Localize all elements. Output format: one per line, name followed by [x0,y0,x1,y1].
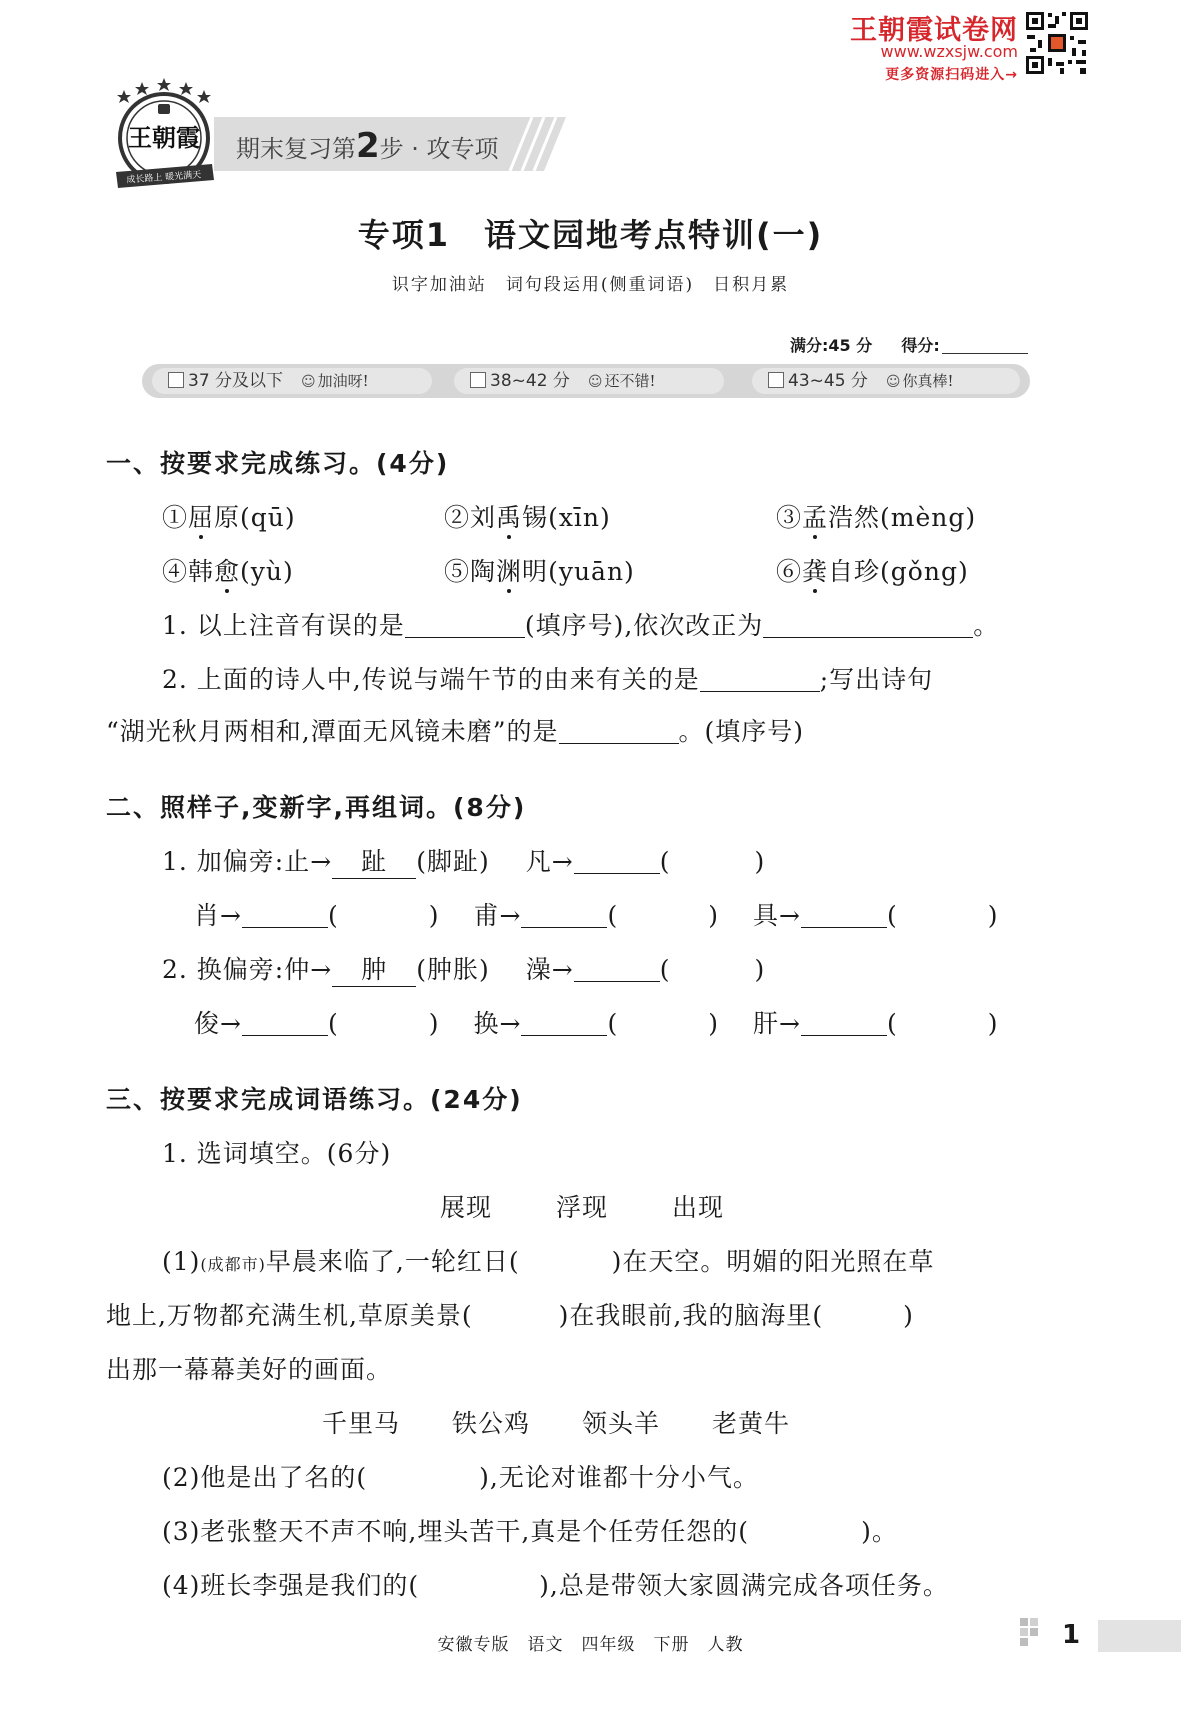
answer-blank[interactable]: 肿 [332,950,416,987]
question-3-1: 1. 选词填空。(6分) [162,1139,392,1168]
full-score: 满分:45 分 [790,336,873,355]
rating-option-mid [454,368,724,394]
pinyin: (xīn) [548,503,611,532]
dotted-char: 龚 [802,557,829,586]
smiley-icon: ☺ [587,374,603,390]
word-option: 领头羊 [582,1409,661,1438]
score-label: 得分: [901,336,940,355]
dotted-char: 孟 [802,503,829,532]
add-radical-row-2: 肖→ ( ) 甫→ ( ) 具→ ( ) [194,901,999,930]
poet-item-1: ①屈原(qū) [162,503,296,532]
answer-blank[interactable] [763,613,973,638]
answer-blank[interactable] [521,1011,607,1036]
section2-heading: 二、照样子,变新字,再组词。(8分) [106,793,527,822]
brand-more-text: 更多资源扫码进入→ [885,67,1018,83]
change-radical-row-1: 2. 换偏旁:仲→ 肿 (肿胀) 澡→ ( ) [162,950,765,987]
fill-sentence-2: (2)他是出了名的( ),无论对谁都十分小气。 [162,1463,759,1492]
page-corner-icon [1020,1618,1048,1648]
answer-blank[interactable] [700,667,820,692]
pinyin: (mèng) [880,503,977,532]
page-tab [1098,1620,1181,1652]
section3-heading: 三、按要求完成词语练习。(24分) [106,1085,523,1114]
page-title: 专项1 语文园地考点特训(一) [357,216,824,254]
rating-cheer: 加油呀! [317,372,369,390]
dotted-char: 禹 [496,503,523,532]
rating-option-high [752,368,1020,394]
word-option: 铁公鸡 [452,1409,531,1438]
smiley-icon: ☺ [301,374,316,390]
rating-cheer: 还不错! [604,372,656,390]
answer-blank[interactable] [801,1011,887,1036]
banner-suffix: 步 · 攻专项 [379,135,499,163]
word-option: 浮现 [556,1193,609,1222]
add-radical-row-1: 1. 加偏旁:止→ 趾 (脚趾) 凡→ ( ) [162,842,765,879]
logo-text: 王朝霞 [128,123,200,152]
fill-paragraph-1-line1: (1)(成都市)早晨来临了,一轮红日( )在天空。明媚的阳光照在草 [162,1247,935,1276]
score-line [790,333,1028,356]
answer-blank[interactable] [574,957,660,982]
dotted-char: 渊 [496,557,523,586]
pinyin: (yuān) [548,557,635,586]
word-option: 出现 [672,1193,725,1222]
banner-prefix: 期末复习第 [236,135,356,163]
example-word: (脚趾) [416,847,490,876]
fill-paragraph-1-line2: 地上,万物都充满生机,草原美景( )在我眼前,我的脑海里( ) [106,1301,914,1330]
pinyin: (yù) [240,557,294,586]
page-subtitle: 识字加油站 词句段运用(侧重词语) 日积月累 [391,275,790,295]
rating-range: 43~45 分 [788,371,868,391]
rating-cheer: 你真棒! [902,372,954,390]
rating-checkbox[interactable] [168,372,184,388]
word-option: 千里马 [322,1409,401,1438]
pinyin: (gǒng) [880,557,969,586]
rating-range: 38~42 分 [490,371,570,391]
question-1-1: 1. 以上注音有误的是 (填序号),依次改正为 。 [162,611,1000,640]
answer-blank[interactable] [801,903,887,928]
banner-step: 2 [356,126,380,166]
smiley-icon: ☺ [885,374,901,390]
answer-blank[interactable] [559,719,679,744]
word-options-2 [322,1404,790,1440]
poet-item-2: ②刘禹锡(xīn) [444,503,611,532]
footer-edition: 安徽专版 语文 四年级 下册 人教 [437,1635,744,1655]
section1-heading: 一、按要求完成练习。(4分) [106,449,450,478]
question-1-2-cont: “湖光秋月两相和,潭面无风镜未磨”的是 。(填序号) [106,717,805,746]
answer-blank[interactable] [242,1011,328,1036]
banner-title [236,126,499,166]
answer-blank[interactable] [521,903,607,928]
poet-item-6: ⑥龚自珍(gǒng) [776,557,969,586]
rating-range: 37 分及以下 [188,371,284,391]
qr-code-icon [1024,10,1090,76]
poet-item-5: ⑤陶渊明(yuān) [444,557,635,586]
pinyin: (qū) [240,503,296,532]
logo-badge-icon [104,76,224,196]
word-option: 老黄牛 [712,1409,791,1438]
score-input[interactable] [942,353,1028,354]
brand-url[interactable]: www.wzxsjw.com [880,42,1018,61]
answer-blank[interactable] [242,903,328,928]
word-options-1 [440,1188,724,1224]
brand-name: 王朝霞试卷网 [850,15,1018,46]
example-word: (肿胀) [416,955,490,984]
rating-checkbox[interactable] [470,372,486,388]
fill-sentence-4: (4)班长李强是我们的( ),总是带领大家圆满完成各项任务。 [162,1571,949,1600]
answer-blank[interactable] [574,849,660,874]
word-option: 展现 [440,1193,493,1222]
fill-paragraph-1-line3: 出那一幕幕美好的画面。 [106,1355,393,1384]
page-number: 1 [1062,1620,1081,1650]
poet-item-3: ③孟浩然(mèng) [776,503,977,532]
dotted-char: 屈 [188,503,215,532]
fill-sentence-3: (3)老张整天不声不响,埋头苦干,真是个任劳任怨的( )。 [162,1517,898,1546]
answer-blank[interactable] [405,613,525,638]
publisher-logo [104,76,224,196]
poet-item-4: ④韩愈(yù) [162,557,294,586]
rating-bar [142,364,1030,398]
rating-checkbox[interactable] [768,372,784,388]
dotted-char: 愈 [214,557,241,586]
change-radical-row-2: 俊→ ( ) 换→ ( ) 肝→ ( ) [194,1009,999,1038]
rating-option-low [152,368,432,394]
question-1-2: 2. 上面的诗人中,传说与端午节的由来有关的是 ;写出诗句 [162,665,934,694]
logo-motto: 成长路上 暖光满天 [126,170,202,186]
brand-site-block [848,6,1018,84]
answer-blank[interactable]: 趾 [332,842,416,879]
source-tag: (成都市) [200,1255,266,1274]
